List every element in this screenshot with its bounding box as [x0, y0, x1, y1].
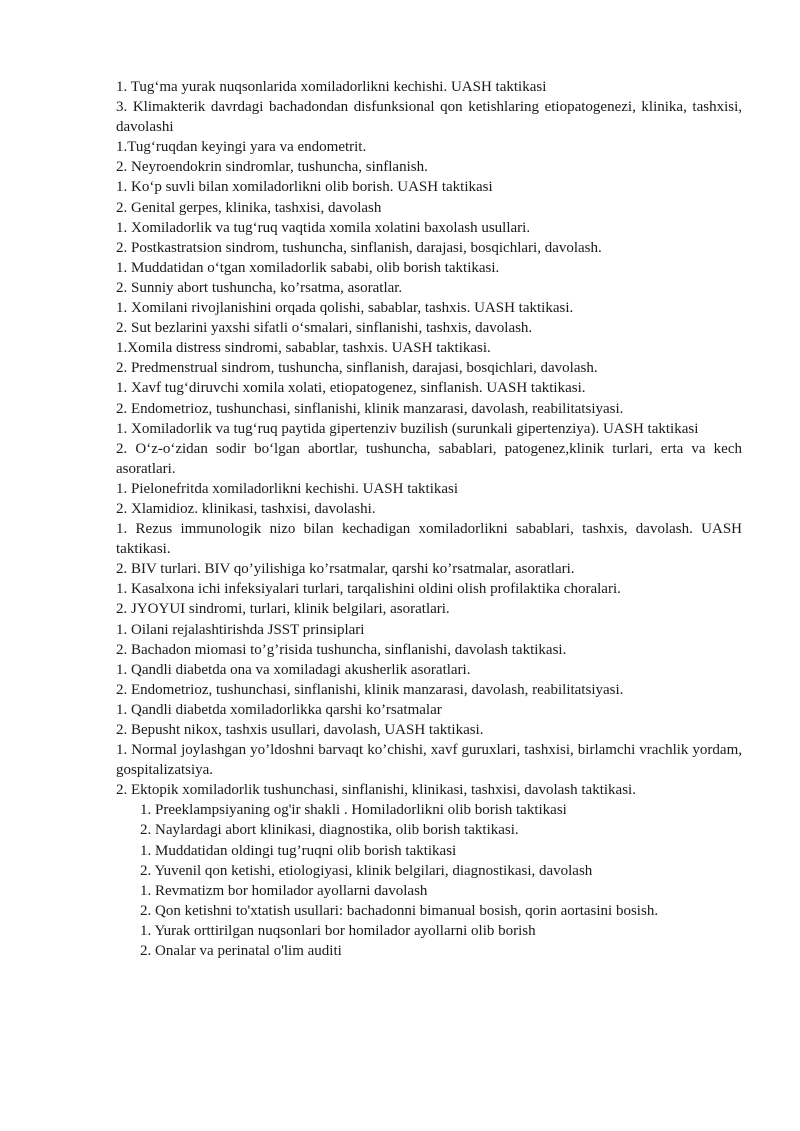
text-line: 1.Xomila distress sindromi, sabablar, tashxis. UASH taktikasi.: [116, 340, 491, 357]
text-line: 2. Onalar va perinatal o'lim auditi: [140, 943, 342, 960]
text-line: 1. Xomilani rivojlanishini orqada qolishi, sabablar, tashxis. UASH taktikasi.: [116, 300, 574, 317]
text-line: 1. Yurak orttirilgan nuqsonlari bor homilador ayollarni olib borish: [140, 922, 536, 939]
text-line: 1. Xomiladorlik va tug‘ruq vaqtida xomila xolatini baxolash usullari.: [116, 219, 531, 236]
text-line: 2. Yuvenil qon ketishi, etiologiyasi, klinik belgilari, diagnostikasi, davolash: [140, 862, 593, 879]
text-line: 1. Muddatidan o‘tgan xomiladorlik sababi, olib borish taktikasi.: [116, 259, 500, 276]
document-page: [116, 77, 742, 961]
text-line: 1. Tug‘ma yurak nuqsonlarida xomiladorlikni kechishi. UASH taktikasi: [116, 79, 547, 95]
text-line: 1.Tug‘ruqdan keyingi yara va endometrit.: [116, 139, 367, 156]
text-line: 2. Xlamidioz. klinikasi, tashxisi, davolashi.: [116, 500, 376, 517]
text-line: 2. JYOYUI sindromi, turlari, klinik belgilari, asoratlari.: [116, 601, 450, 618]
text-line: 1. Muddatidan oldingi tug’ruqni olib borish taktikasi: [140, 842, 457, 859]
text-line: 2. Predmenstrual sindrom, tushuncha, sinflanish, darajasi, bosqichlari, davolash.: [116, 360, 598, 377]
text-line: 2. Naylardagi abort klinikasi, diagnostika, olib borish taktikasi.: [140, 822, 519, 839]
text-line: 2. Ektopik xomiladorlik tushunchasi, sinflanishi, klinikasi, tashxisi, davolash taktikasi.: [116, 782, 636, 799]
text-line: 1. Qandli diabetda ona va xomiladagi akusherlik asoratlari.: [116, 661, 471, 678]
text-line: 1. Oilani rejalashtirishda JSST prinsiplari: [116, 621, 365, 638]
text-line: 1. Kasalxona ichi infeksiyalari turlari, tarqalishini oldini olish profilaktika choralari.: [116, 581, 621, 598]
text-line: 1. Pielonefritda xomiladorlikni kechishi. UASH taktikasi: [116, 480, 459, 497]
text-line: 1. Ko‘p suvli bilan xomiladorlikni olib borish. UASH taktikasi: [116, 179, 493, 196]
text-line: 2. Endometrioz, tushunchasi, sinflanishi, klinik manzarasi, davolash, reabilitatsiyasi.: [116, 681, 624, 698]
text-line: 2. Qon ketishni to'xtatish usullari: bachadonni bimanual bosish, qorin aortasini bosish.: [140, 902, 659, 919]
text-line: 1. Normal joylashgan yo’ldoshni barvaqt ko’chishi, xavf guruxlari, tashxisi, birlamchi vrachlik yordam, gospitalizatsiya.: [116, 742, 742, 779]
text-line: 2. O‘z-o‘zidan sodir bo‘lgan abortlar, tushuncha, sabablari, patogenez,klinik turlari, erta va kech asoratlari.: [116, 440, 742, 477]
text-line: 1. Qandli diabetda xomiladorlikka qarshi ko’rsatmalar: [116, 701, 442, 718]
text-line: 2. Neyroendokrin sindromlar, tushuncha, sinflanish.: [116, 159, 428, 176]
text-line: 1. Preeklampsiyaning og'ir shakli . Homiladorlikni olib borish taktikasi: [140, 802, 567, 819]
text-line: 2. Sunniy abort tushuncha, ko’rsatma, asoratlar.: [116, 279, 403, 296]
text-line: 1. Xomiladorlik va tug‘ruq paytida gipertenziv buzilish (surunkali gipertenziya). UASH taktikasi: [116, 420, 699, 437]
text-line: 1. Revmatizm bor homilador ayollarni davolash: [140, 882, 428, 899]
text-line: 2. BIV turlari. BIV qo’yilishiga ko’rsatmalar, qarshi ko’rsatmalar, asoratlari.: [116, 561, 575, 578]
text-line: 1. Xavf tug‘diruvchi xomila xolati, etiopatogenez, sinflanish. UASH taktikasi.: [116, 380, 586, 397]
text-line: 2. Sut bezlarini yaxshi sifatli o‘smalari, sinflanishi, tashxis, davolash.: [116, 320, 533, 337]
text-line: 3. Klimakterik davrdagi bachadondan disfunksional qon ketishlaring etiopatogenezi, klinika, tashxisi, davolashi: [116, 99, 742, 136]
text-line: 1. Rezus immunologik nizo bilan kechadigan xomiladorlikni sabablari, tashxis, davolash. UASH taktikasi.: [116, 521, 742, 558]
text-line: 2. Genital gerpes, klinika, tashxisi, davolash: [116, 199, 382, 216]
text-line: 2. Bepusht nikox, tashxis usullari, davolash, UASH taktikasi.: [116, 722, 484, 738]
text-line: 2. Bachadon miomasi to’g’risida tushuncha, sinflanishi, davolash taktikasi.: [116, 641, 567, 658]
text-line: 2. Postkastratsion sindrom, tushuncha, sinflanish, darajasi, bosqichlari, davolash.: [116, 239, 602, 256]
text-line: 2. Endometrioz, tushunchasi, sinflanishi, klinik manzarasi, davolash, reabilitatsiyasi.: [116, 400, 624, 417]
